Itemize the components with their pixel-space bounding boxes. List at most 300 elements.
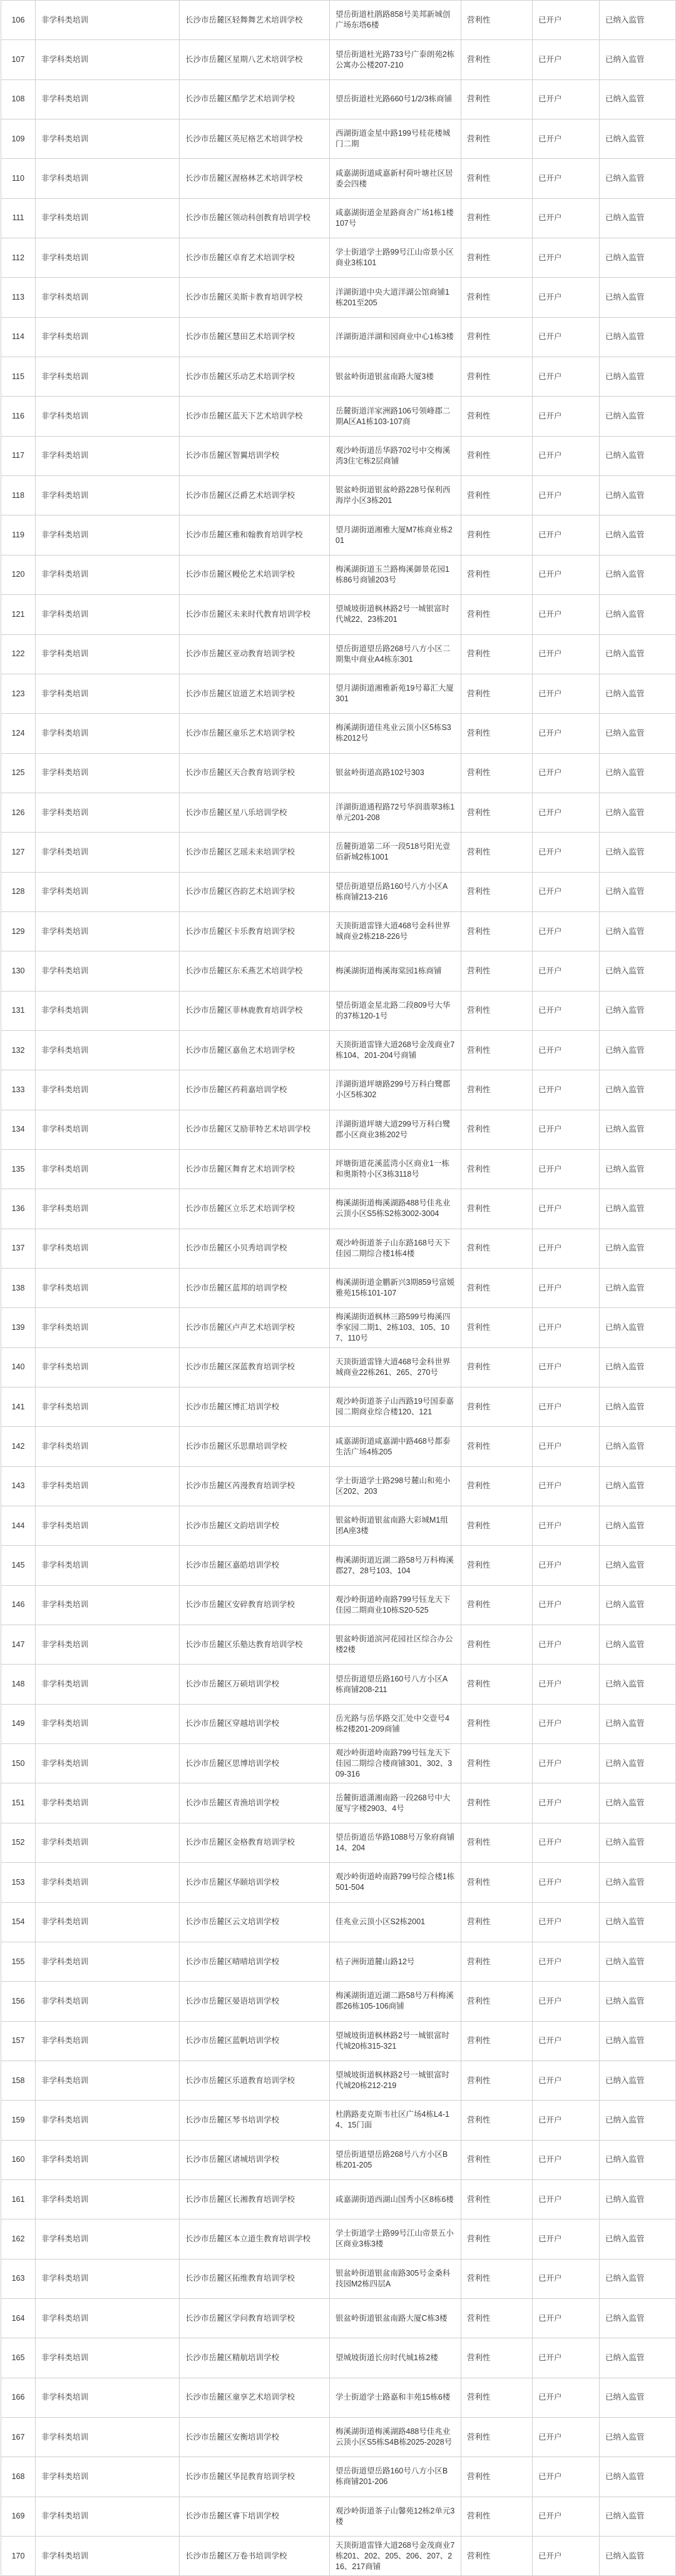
row-number-cell: 112 — [1, 238, 36, 278]
row-number-cell: 156 — [1, 1982, 36, 2021]
row-number-cell: 142 — [1, 1427, 36, 1466]
property-cell: 营利性 — [461, 911, 533, 951]
account-status-cell: 已开户 — [533, 2378, 600, 2417]
row-number-cell: 134 — [1, 1110, 36, 1149]
address-cell: 坪塘街道花溪蓝湾小区商业1一栋和奥斯特小区3栋3118号 — [330, 1149, 461, 1189]
account-status-cell: 已开户 — [533, 595, 600, 634]
row-number-cell: 149 — [1, 1704, 36, 1743]
address-cell: 梅溪湖街道佳兆业云顶小区5栋S3栋2012号 — [330, 714, 461, 753]
school-name-cell: 长沙市岳麓区晏语培训学校 — [180, 1982, 330, 2021]
account-status-cell: 已开户 — [533, 278, 600, 317]
supervision-cell: 已纳入监管 — [600, 2417, 676, 2457]
training-type-cell: 非学科类培训 — [36, 1823, 180, 1862]
account-status-cell: 已开户 — [533, 793, 600, 832]
account-status-cell: 已开户 — [533, 476, 600, 515]
training-type-cell: 非学科类培训 — [36, 1665, 180, 1704]
row-number-cell: 135 — [1, 1149, 36, 1189]
table-row — [1, 1863, 676, 1902]
address-cell: 望岳街道望岳路160号八方小区A栋商铺208-211 — [330, 1665, 461, 1704]
supervision-cell: 已纳入监管 — [600, 2457, 676, 2497]
account-status-cell: 已开户 — [533, 1110, 600, 1149]
supervision-cell: 已纳入监管 — [600, 1506, 676, 1546]
table-row — [1, 1942, 676, 1981]
table-row — [1, 2061, 676, 2100]
supervision-cell: 已纳入监管 — [600, 2021, 676, 2061]
account-status-cell: 已开户 — [533, 1982, 600, 2021]
training-type-cell: 非学科类培训 — [36, 357, 180, 397]
supervision-cell: 已纳入监管 — [600, 1466, 676, 1506]
training-type-cell: 非学科类培训 — [36, 1229, 180, 1268]
row-number-cell: 161 — [1, 2179, 36, 2219]
school-name-cell: 长沙市岳麓区泛爵艺术培训学校 — [180, 476, 330, 515]
address-cell: 望岳街道岳华路1088号万象府商铺14、204 — [330, 1823, 461, 1862]
address-cell: 岳麓街道潇湘南路一段268号中大厦写字楼2903、4号 — [330, 1783, 461, 1823]
school-name-cell: 长沙市岳麓区英尼格艺术培训学校 — [180, 119, 330, 159]
table-row — [1, 159, 676, 198]
account-status-cell: 已开户 — [533, 1387, 600, 1427]
training-type-cell: 非学科类培训 — [36, 674, 180, 713]
table-row — [1, 119, 676, 159]
supervision-cell: 已纳入监管 — [600, 634, 676, 674]
school-name-cell: 长沙市岳麓区卓育艺术培训学校 — [180, 238, 330, 278]
property-cell: 营利性 — [461, 119, 533, 159]
row-number-cell: 123 — [1, 674, 36, 713]
school-name-cell: 长沙市岳麓区药莉嘉培训学校 — [180, 1070, 330, 1110]
account-status-cell: 已开户 — [533, 2537, 600, 2576]
training-type-cell: 非学科类培训 — [36, 555, 180, 594]
school-name-cell: 长沙市岳麓区睿下培训学校 — [180, 2497, 330, 2536]
table-row — [1, 436, 676, 475]
row-number-cell: 133 — [1, 1070, 36, 1110]
property-cell: 营利性 — [461, 595, 533, 634]
supervision-cell: 已纳入监管 — [600, 357, 676, 397]
row-number-cell: 163 — [1, 2259, 36, 2298]
account-status-cell: 已开户 — [533, 515, 600, 555]
school-name-cell: 长沙市岳麓区本立道生教育培训学校 — [180, 2219, 330, 2259]
supervision-cell: 已纳入监管 — [600, 1704, 676, 1743]
address-cell: 望城坡街道长房时代城1栋2楼 — [330, 2338, 461, 2378]
property-cell: 营利性 — [461, 2179, 533, 2219]
row-number-cell: 152 — [1, 1823, 36, 1862]
row-number-cell: 147 — [1, 1625, 36, 1665]
table-row — [1, 872, 676, 911]
row-number-cell: 121 — [1, 595, 36, 634]
school-name-cell: 长沙市岳麓区东禾燕艺术培训学校 — [180, 951, 330, 991]
table-row — [1, 1347, 676, 1387]
supervision-cell: 已纳入监管 — [600, 40, 676, 79]
address-cell: 岳光路与岳华路交汇处中交壹号4栋2楼201-209商铺 — [330, 1704, 461, 1743]
supervision-cell: 已纳入监管 — [600, 872, 676, 911]
account-status-cell: 已开户 — [533, 238, 600, 278]
training-type-cell: 非学科类培训 — [36, 238, 180, 278]
account-status-cell: 已开户 — [533, 40, 600, 79]
account-status-cell: 已开户 — [533, 1269, 600, 1308]
table-row — [1, 515, 676, 555]
table-row — [1, 79, 676, 119]
school-name-cell: 长沙市岳麓区童享艺术培训学校 — [180, 2378, 330, 2417]
school-name-cell: 长沙市岳麓区青渔培训学校 — [180, 1783, 330, 1823]
table-row — [1, 951, 676, 991]
address-cell: 梅溪湖街道梅溪湖路488号佳兆业云顶小区S5栋S2栋3002-3004 — [330, 1189, 461, 1229]
school-name-cell: 长沙市岳麓区万卷书培训学校 — [180, 2537, 330, 2576]
training-type-cell: 非学科类培训 — [36, 1585, 180, 1625]
supervision-cell: 已纳入监管 — [600, 2140, 676, 2179]
supervision-cell: 已纳入监管 — [600, 317, 676, 357]
table-row — [1, 634, 676, 674]
supervision-cell: 已纳入监管 — [600, 1665, 676, 1704]
supervision-cell: 已纳入监管 — [600, 2497, 676, 2536]
property-cell: 营利性 — [461, 951, 533, 991]
training-type-cell: 非学科类培训 — [36, 714, 180, 753]
row-number-cell: 158 — [1, 2061, 36, 2100]
row-number-cell: 148 — [1, 1665, 36, 1704]
training-type-cell: 非学科类培训 — [36, 2021, 180, 2061]
school-name-cell: 长沙市岳麓区星期八艺术培训学校 — [180, 40, 330, 79]
row-number-cell: 153 — [1, 1863, 36, 1902]
supervision-cell: 已纳入监管 — [600, 159, 676, 198]
address-cell: 望月湖街道湘雅新苑19号幕汇大厦301 — [330, 674, 461, 713]
account-status-cell: 已开户 — [533, 1308, 600, 1347]
table-row — [1, 1783, 676, 1823]
table-row — [1, 2537, 676, 2576]
training-type-cell: 非学科类培训 — [36, 1902, 180, 1942]
school-name-cell: 长沙市岳麓区卡乐教育培训学校 — [180, 911, 330, 951]
row-number-cell: 110 — [1, 159, 36, 198]
property-cell: 营利性 — [461, 833, 533, 872]
school-name-cell: 长沙市岳麓区轻舞舞艺术培训学校 — [180, 1, 330, 40]
address-cell: 观沙岭街道岭南路799号钰龙天下佳园二期综合楼商铺301、302、309-316 — [330, 1744, 461, 1783]
table-row — [1, 40, 676, 79]
address-cell: 观沙岭街道茶子山西路19号国泰嘉园二期商业综合楼120、121 — [330, 1387, 461, 1427]
supervision-cell: 已纳入监管 — [600, 515, 676, 555]
account-status-cell: 已开户 — [533, 833, 600, 872]
row-number-cell: 126 — [1, 793, 36, 832]
school-name-cell: 长沙市岳麓区幔伦艺术培训学校 — [180, 555, 330, 594]
school-name-cell: 长沙市岳麓区领动科创教育培训学校 — [180, 198, 330, 238]
training-type-cell: 非学科类培训 — [36, 436, 180, 475]
school-name-cell: 长沙市岳麓区华昆教育培训学校 — [180, 2457, 330, 2497]
table-row — [1, 555, 676, 594]
training-type-cell: 非学科类培训 — [36, 119, 180, 159]
property-cell: 营利性 — [461, 1783, 533, 1823]
supervision-cell: 已纳入监管 — [600, 2219, 676, 2259]
supervision-cell: 已纳入监管 — [600, 1823, 676, 1862]
account-status-cell: 已开户 — [533, 2061, 600, 2100]
property-cell: 营利性 — [461, 1387, 533, 1427]
account-status-cell: 已开户 — [533, 1744, 600, 1783]
school-name-cell: 长沙市岳麓区亚动教育培训学校 — [180, 634, 330, 674]
supervision-cell: 已纳入监管 — [600, 1982, 676, 2021]
table-row — [1, 238, 676, 278]
property-cell: 营利性 — [461, 1347, 533, 1387]
account-status-cell: 已开户 — [533, 634, 600, 674]
table-row — [1, 2298, 676, 2338]
supervision-cell: 已纳入监管 — [600, 278, 676, 317]
table-row — [1, 1030, 676, 1070]
row-number-cell: 118 — [1, 476, 36, 515]
address-cell: 桔子洲街道麓山路12号 — [330, 1942, 461, 1981]
school-name-cell: 长沙市岳麓区童乐艺术培训学校 — [180, 714, 330, 753]
row-number-cell: 139 — [1, 1308, 36, 1347]
training-type-cell: 非学科类培训 — [36, 1269, 180, 1308]
row-number-cell: 108 — [1, 79, 36, 119]
supervision-cell: 已纳入监管 — [600, 1030, 676, 1070]
supervision-cell: 已纳入监管 — [600, 2378, 676, 2417]
row-number-cell: 129 — [1, 911, 36, 951]
address-cell: 观沙岭街道茶子山东路168号天下佳园二期综合楼1栋4楼 — [330, 1229, 461, 1268]
table-row — [1, 1110, 676, 1149]
property-cell: 营利性 — [461, 1149, 533, 1189]
account-status-cell: 已开户 — [533, 2457, 600, 2497]
training-type-cell: 非学科类培训 — [36, 872, 180, 911]
property-cell: 营利性 — [461, 1704, 533, 1743]
account-status-cell: 已开户 — [533, 2338, 600, 2378]
row-number-cell: 116 — [1, 397, 36, 436]
address-cell: 洋湖街道坪塘路299号万科白鹭郡小区5栋302 — [330, 1070, 461, 1110]
school-name-cell: 长沙市岳麓区菲林鹿教育培训学校 — [180, 991, 330, 1030]
supervision-cell: 已纳入监管 — [600, 119, 676, 159]
address-cell: 望月湖街道湘雅大厦M7栋商业栋201 — [330, 515, 461, 555]
address-cell: 望城坡街道枫林路2号一城银富时代城20栋315-321 — [330, 2021, 461, 2061]
account-status-cell: 已开户 — [533, 1665, 600, 1704]
supervision-cell: 已纳入监管 — [600, 397, 676, 436]
account-status-cell: 已开户 — [533, 357, 600, 397]
address-cell: 天顶街道雷锋大道468号金科世界城商业22栋261、265、270号 — [330, 1347, 461, 1387]
school-name-cell: 长沙市岳麓区芮漫教育培训学校 — [180, 1466, 330, 1506]
property-cell: 营利性 — [461, 555, 533, 594]
address-cell: 天顶街道雷锋大道268号金茂商业7栋201、202、205、206、207、216、217商铺 — [330, 2537, 461, 2576]
school-name-cell: 长沙市岳麓区安碎教育培训学校 — [180, 1585, 330, 1625]
row-number-cell: 125 — [1, 753, 36, 793]
row-number-cell: 132 — [1, 1030, 36, 1070]
supervision-cell: 已纳入监管 — [600, 1387, 676, 1427]
school-name-cell: 长沙市岳麓区金格教育培训学校 — [180, 1823, 330, 1862]
property-cell: 营利性 — [461, 40, 533, 79]
address-cell: 望岳街道杜鹃路858号美邦新城创广场东塔6楼 — [330, 1, 461, 40]
school-name-cell: 长沙市岳麓区乐塾达教育培训学校 — [180, 1625, 330, 1665]
table-body — [1, 1, 676, 2576]
school-name-cell: 长沙市岳麓区艾励菲特艺术培训学校 — [180, 1110, 330, 1149]
row-number-cell: 128 — [1, 872, 36, 911]
account-status-cell: 已开户 — [533, 1149, 600, 1189]
row-number-cell: 127 — [1, 833, 36, 872]
property-cell: 营利性 — [461, 2140, 533, 2179]
account-status-cell: 已开户 — [533, 317, 600, 357]
supervision-cell: 已纳入监管 — [600, 991, 676, 1030]
account-status-cell: 已开户 — [533, 436, 600, 475]
row-number-cell: 124 — [1, 714, 36, 753]
table-row — [1, 753, 676, 793]
address-cell: 岳麓街道洋家洲路106号领峰郡二期A区A1栋103-107商 — [330, 397, 461, 436]
property-cell: 营利性 — [461, 357, 533, 397]
property-cell: 营利性 — [461, 1863, 533, 1902]
supervision-cell: 已纳入监管 — [600, 595, 676, 634]
property-cell: 营利性 — [461, 2219, 533, 2259]
school-name-cell: 长沙市岳麓区乐思鼎培训学校 — [180, 1427, 330, 1466]
account-status-cell: 已开户 — [533, 198, 600, 238]
row-number-cell: 138 — [1, 1269, 36, 1308]
table-row — [1, 2101, 676, 2140]
training-type-cell: 非学科类培训 — [36, 1030, 180, 1070]
address-cell: 学士街道学士路99号江山帝景五小区商业3栋3楼 — [330, 2219, 461, 2259]
school-name-cell: 长沙市岳麓区咨韵艺术培训学校 — [180, 872, 330, 911]
property-cell: 营利性 — [461, 1585, 533, 1625]
training-type-cell: 非学科类培训 — [36, 2219, 180, 2259]
table-row — [1, 2497, 676, 2536]
school-name-cell: 长沙市岳麓区美斯卡教育培训学校 — [180, 278, 330, 317]
training-type-cell: 非学科类培训 — [36, 397, 180, 436]
account-status-cell: 已开户 — [533, 2179, 600, 2219]
row-number-cell: 141 — [1, 1387, 36, 1427]
property-cell: 营利性 — [461, 674, 533, 713]
supervision-cell: 已纳入监管 — [600, 793, 676, 832]
account-status-cell: 已开户 — [533, 1902, 600, 1942]
property-cell: 营利性 — [461, 238, 533, 278]
school-name-cell: 长沙市岳麓区谊道艺术培训学校 — [180, 674, 330, 713]
row-number-cell: 137 — [1, 1229, 36, 1268]
property-cell: 营利性 — [461, 397, 533, 436]
supervision-cell: 已纳入监管 — [600, 951, 676, 991]
training-type-cell: 非学科类培训 — [36, 159, 180, 198]
table-row — [1, 833, 676, 872]
address-cell: 学士街道学士路99号江山帝景小区商业3栋101 — [330, 238, 461, 278]
supervision-cell: 已纳入监管 — [600, 1110, 676, 1149]
training-type-cell: 非学科类培训 — [36, 1942, 180, 1981]
property-cell: 营利性 — [461, 714, 533, 753]
table-row — [1, 2457, 676, 2497]
property-cell: 营利性 — [461, 278, 533, 317]
address-cell: 观沙岭街道茶子山馨苑12栋2单元3楼 — [330, 2497, 461, 2536]
training-type-cell: 非学科类培训 — [36, 833, 180, 872]
property-cell: 营利性 — [461, 1030, 533, 1070]
training-type-cell: 非学科类培训 — [36, 79, 180, 119]
account-status-cell: 已开户 — [533, 1625, 600, 1665]
property-cell: 营利性 — [461, 2378, 533, 2417]
row-number-cell: 145 — [1, 1546, 36, 1585]
row-number-cell: 170 — [1, 2537, 36, 2576]
school-name-cell: 长沙市岳麓区立乐艺术培训学校 — [180, 1189, 330, 1229]
address-cell: 银盆岭街道高路102号303 — [330, 753, 461, 793]
address-cell: 望岳街道杜光路660号1/2/3栋商铺 — [330, 79, 461, 119]
supervision-cell: 已纳入监管 — [600, 753, 676, 793]
address-cell: 洋湖街道通程路72号华润翡翠3栋1单元201-208 — [330, 793, 461, 832]
address-cell: 梅溪湖街道近湖二路58号万科梅溪郡26栋105-106商铺 — [330, 1982, 461, 2021]
training-type-cell: 非学科类培训 — [36, 2259, 180, 2298]
school-name-cell: 长沙市岳麓区舞育艺术培训学校 — [180, 1149, 330, 1189]
training-type-cell: 非学科类培训 — [36, 1347, 180, 1387]
address-cell: 梅溪湖街道近湖二路58号万科梅溪郡27、28号103、104 — [330, 1546, 461, 1585]
school-name-cell: 长沙市岳麓区卢声艺术培训学校 — [180, 1308, 330, 1347]
address-cell: 咸嘉湖街道咸嘉湖中路468号都泰生活广场4栋205 — [330, 1427, 461, 1466]
school-name-cell: 长沙市岳麓区乐动艺术培训学校 — [180, 357, 330, 397]
address-cell: 洋湖街道中央大道洋湖公馆商铺1栋201至205 — [330, 278, 461, 317]
account-status-cell: 已开户 — [533, 1506, 600, 1546]
account-status-cell: 已开户 — [533, 1942, 600, 1981]
row-number-cell: 168 — [1, 2457, 36, 2497]
row-number-cell: 151 — [1, 1783, 36, 1823]
training-type-cell: 非学科类培训 — [36, 2457, 180, 2497]
table-row — [1, 1902, 676, 1942]
row-number-cell: 113 — [1, 278, 36, 317]
training-type-cell: 非学科类培训 — [36, 476, 180, 515]
training-type-cell: 非学科类培训 — [36, 40, 180, 79]
row-number-cell: 111 — [1, 198, 36, 238]
training-type-cell: 非学科类培训 — [36, 1387, 180, 1427]
row-number-cell: 109 — [1, 119, 36, 159]
account-status-cell: 已开户 — [533, 1070, 600, 1110]
property-cell: 营利性 — [461, 476, 533, 515]
supervision-cell: 已纳入监管 — [600, 1189, 676, 1229]
account-status-cell: 已开户 — [533, 397, 600, 436]
supervision-cell: 已纳入监管 — [600, 714, 676, 753]
property-cell: 营利性 — [461, 2101, 533, 2140]
address-cell: 望城坡街道枫林路2号一城银富时代城20栋212-219 — [330, 2061, 461, 2100]
property-cell: 营利性 — [461, 2061, 533, 2100]
school-name-cell: 长沙市岳麓区天合教育培训学校 — [180, 753, 330, 793]
supervision-cell: 已纳入监管 — [600, 911, 676, 951]
row-number-cell: 155 — [1, 1942, 36, 1981]
property-cell: 营利性 — [461, 159, 533, 198]
address-cell: 咸嘉湖街道西湖山国秀小区8栋6楼 — [330, 2179, 461, 2219]
property-cell: 营利性 — [461, 1070, 533, 1110]
table-row — [1, 1466, 676, 1506]
property-cell: 营利性 — [461, 2298, 533, 2338]
table-row — [1, 1189, 676, 1229]
address-cell: 观沙岭街道岳华路702号中交梅溪湾3住宅栋2层商铺 — [330, 436, 461, 475]
row-number-cell: 140 — [1, 1347, 36, 1387]
property-cell: 营利性 — [461, 1823, 533, 1862]
table-row — [1, 1229, 676, 1268]
address-cell: 岳麓街道第二环一段518号阳光壹佰新城2栋1001 — [330, 833, 461, 872]
school-name-cell: 长沙市岳麓区酷学艺术培训学校 — [180, 79, 330, 119]
supervision-cell: 已纳入监管 — [600, 1585, 676, 1625]
school-name-cell: 长沙市岳麓区万硕培训学校 — [180, 1665, 330, 1704]
supervision-cell: 已纳入监管 — [600, 1863, 676, 1902]
supervision-cell: 已纳入监管 — [600, 1, 676, 40]
address-cell: 银盆岭街道银盆南路大彩城M1组团A座3楼 — [330, 1506, 461, 1546]
school-name-cell: 长沙市岳麓区雅和翰教育培训学校 — [180, 515, 330, 555]
property-cell: 营利性 — [461, 753, 533, 793]
school-name-cell: 长沙市岳麓区文韵培训学校 — [180, 1506, 330, 1546]
address-cell: 咸嘉湖街道金星路商舍广场1栋1楼107号 — [330, 198, 461, 238]
training-type-cell: 非学科类培训 — [36, 595, 180, 634]
training-type-cell: 非学科类培训 — [36, 1982, 180, 2021]
table-row — [1, 1, 676, 40]
account-status-cell: 已开户 — [533, 1347, 600, 1387]
school-name-cell: 长沙市岳麓区琴书培训学校 — [180, 2101, 330, 2140]
property-cell: 营利性 — [461, 1269, 533, 1308]
account-status-cell: 已开户 — [533, 1585, 600, 1625]
training-type-cell: 非学科类培训 — [36, 2378, 180, 2417]
school-name-cell: 长沙市岳麓区嘉皓培训学校 — [180, 1546, 330, 1585]
supervision-cell: 已纳入监管 — [600, 2179, 676, 2219]
property-cell: 营利性 — [461, 1744, 533, 1783]
address-cell: 望岳街道望岳路268号八方小区二期集中商业A4栋东301 — [330, 634, 461, 674]
school-name-cell: 长沙市岳麓区渥格林艺术培训学校 — [180, 159, 330, 198]
table-row — [1, 1427, 676, 1466]
table-row — [1, 317, 676, 357]
property-cell: 营利性 — [461, 2417, 533, 2457]
address-cell: 望岳街道杜光路733号广泰朗苑2栋公寓办公楼207-210 — [330, 40, 461, 79]
school-name-cell: 长沙市岳麓区艺瑶未来培训学校 — [180, 833, 330, 872]
row-number-cell: 130 — [1, 951, 36, 991]
training-type-cell: 非学科类培训 — [36, 1704, 180, 1743]
training-institution-table — [1, 0, 676, 2576]
training-type-cell: 非学科类培训 — [36, 317, 180, 357]
property-cell: 营利性 — [461, 1110, 533, 1149]
training-type-cell: 非学科类培训 — [36, 1427, 180, 1466]
property-cell: 营利性 — [461, 79, 533, 119]
